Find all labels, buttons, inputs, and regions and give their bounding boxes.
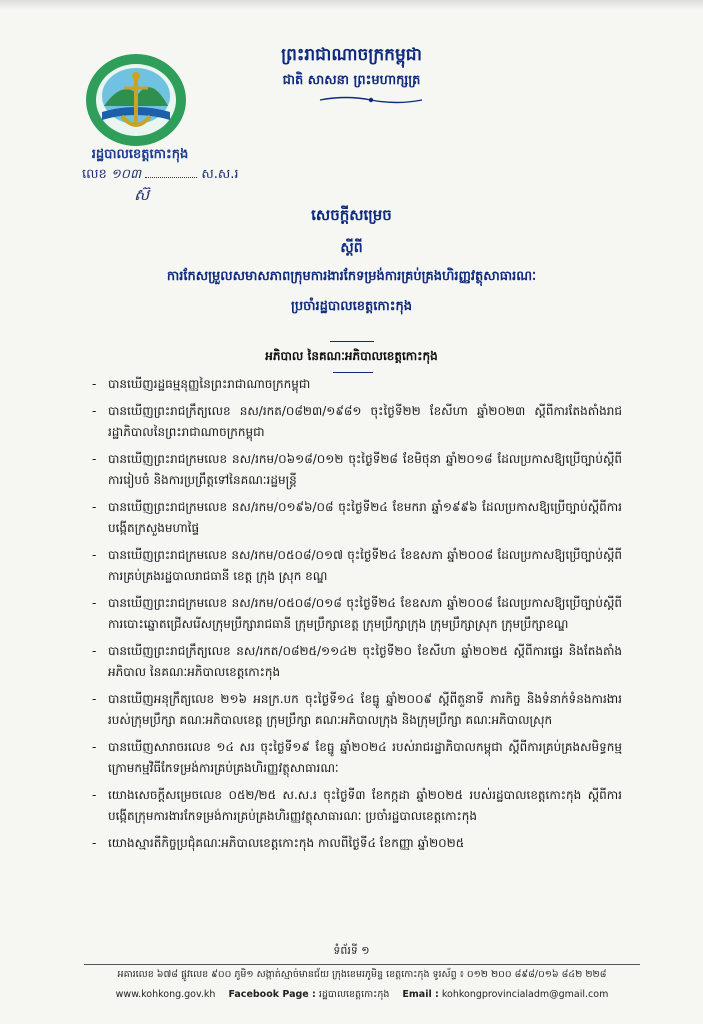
clause-text: បានឃើញព្រះរាជក្រឹត្យលេខ នស/រកត/០៨២៥/១១៤២ ចុះថ្ងៃទី២០ ខែសីហា ឆ្នាំ២០២៥ ស្តីពីការផ្ទេរ និងតែងតាំងអភិបាល នៃគណៈអភិបាលខេត្តកោះកុង bbox=[108, 643, 622, 679]
clause-text: បានឃើញអនុក្រឹត្យលេខ ២១៦ អនក្រ.បក ចុះថ្ងៃទី១៤ ខែធ្នូ ឆ្នាំ២០០៩ ស្តីពីតួនាទី ភារកិច្ច និងទំនាក់ទំនងការងាររបស់ក្រុមប្រឹក្សា គណៈអភិបាលខេត្ត ក្រុមប្រឹក្សា គណៈអភិបាលក្រុង និងក្រុមប្រឹក្សា គណៈអភិបាលស្រុក bbox=[108, 691, 622, 727]
clause-text: បានឃើញព្រះរាជក្រមលេខ នស/រកម/០៦១៨/០១២ ចុះថ្ងៃទី២៨ ខែមិថុនា ឆ្នាំ២០១៨ ដែលប្រកាសឱ្យប្រើច្បាប់ស្តីពីការរៀបចំ និងការប្រព្រឹត្តទៅនៃគណៈរដ្ឋមន្ត្រី bbox=[108, 451, 622, 487]
subject-line-1: ការកែសម្រួលសមាសភាពក្រុមការងារកែទម្រង់ការគ្រប់គ្រងហិរញ្ញវត្ថុសាធារណៈ bbox=[166, 269, 537, 284]
clause-text: យោងសេចក្តីសម្រេចលេខ ០៥២/២៥ ស.ស.រ ចុះថ្ងៃទី៣ ខែកក្កដា ឆ្នាំ២០២៥ របស់រដ្ឋបាលខេត្តកោះកុង ស្តីពីការបង្កើតក្រុមការងារកែទម្រង់ការគ្រប់គ្រងហិរញ្ញវត្ថុសាធារណៈ ប្រចាំរដ្ឋបាលខេត្តកោះកុង bbox=[108, 787, 622, 823]
title-divider bbox=[330, 341, 374, 342]
clause-text: បានឃើញព្រះរាជក្រមលេខ នស/រកម/០១៩៦/០៨ ចុះថ្ងៃទី២៤ ខែមករា ឆ្នាំ១៩៩៦ ដែលប្រកាសឱ្យប្រើច្បាប់ស្តីពីការបង្កើតក្រសួងមហាផ្ទៃ bbox=[108, 499, 622, 535]
list-item: - យោងសេចក្តីសម្រេចលេខ ០៥២/២៥ ស.ស.រ ចុះថ្ងៃទី៣ ខែកក្កដា ឆ្នាំ២០២៥ របស់រដ្ឋបាលខេត្តកោះកុង ស្តីពីការបង្កើតក្រុមការងារកែទម្រង់ការគ្រប់គ្រងហិរញ្ញវត្ថុសាធារណៈ ប្រចាំរដ្ឋបាលខេត្តកោះកុង bbox=[92, 787, 622, 823]
reference-suffix: ស.ស.រ bbox=[201, 167, 239, 182]
email-label: Email : bbox=[402, 989, 439, 1000]
about-label: ស្តីពី bbox=[340, 240, 363, 256]
facebook-label: Facebook Page : bbox=[228, 989, 316, 1000]
reference-number: ១០៣ bbox=[110, 167, 142, 182]
list-item: - បានឃើញព្រះរាជក្រឹត្យលេខ នស/រកត/០៨២៥/១១៤២ ចុះថ្ងៃទី២០ ខែសីហា ឆ្នាំ២០២៥ ស្តីពីការផ្ទេរ និងតែងតាំងអភិបាល នៃគណៈអភិបាលខេត្តកោះកុង bbox=[92, 643, 622, 679]
list-item: - បានឃើញសារាចរលេខ ១៤ សរ ចុះថ្ងៃទី១៩ ខែធ្នូ ឆ្នាំ២០២៤ របស់រាជរដ្ឋាភិបាលកម្ពុជា ស្តីពីការគ្រប់គ្រងសមិទ្ធកម្មក្រោមកម្មវិធីកែទម្រង់ការគ្រប់គ្រងហិរញ្ញវត្ថុសាធារណៈ bbox=[92, 739, 622, 775]
list-item: - បានឃើញព្រះរាជក្រឹត្យលេខ នស/រកត/០៨២៣/១៩៨១ ចុះថ្ងៃទី២២ ខែសីហា ឆ្នាំ២០២៣ ស្តីពីការតែងតាំងរាជរដ្ឋាភិបាលនៃព្រះរាជាណាចក្រកម្ពុជា bbox=[92, 403, 622, 439]
page-number: ទំព័រទី ១ bbox=[333, 944, 370, 957]
clause-text: បានឃើញរដ្ឋធម្មនុញ្ញនៃព្រះរាជាណាចក្រកម្ពុជា bbox=[108, 377, 311, 391]
facebook-page-link[interactable]: រដ្ឋបាលខេត្តកោះកុង bbox=[318, 989, 390, 1000]
issuing-authority: អភិបាល នៃគណៈអភិបាលខេត្តកោះកុង bbox=[265, 349, 438, 363]
reference-blank bbox=[145, 177, 197, 178]
ornament-divider-icon bbox=[316, 95, 426, 105]
clause-text: យោងស្មារតីកិច្ចប្រជុំគណៈអភិបាលខេត្តកោះកុង កាលពីថ្ងៃទី៤ ខែកញ្ញា ឆ្នាំ២០២៥ bbox=[108, 835, 465, 850]
list-item: - បានឃើញរដ្ឋធម្មនុញ្ញនៃព្រះរាជាណាចក្រកម្ពុជា bbox=[92, 377, 311, 391]
clause-text: បានឃើញសារាចរលេខ ១៤ សរ ចុះថ្ងៃទី១៩ ខែធ្នូ ឆ្នាំ២០២៤ របស់រាជរដ្ឋាភិបាលកម្ពុជា ស្តីពីការគ្រប់គ្រងសមិទ្ធកម្មក្រោមកម្មវិធីកែទម្រង់ការគ្រប់គ្រងហិរញ្ញវត្ថុសាធារណៈ bbox=[108, 739, 622, 775]
reference-number-line bbox=[82, 166, 239, 185]
subject-line-2: ប្រចាំរដ្ឋបាលខេត្តកោះកុង bbox=[291, 299, 412, 314]
considerations-list bbox=[92, 374, 622, 859]
document-type-title: សេចក្តីសម្រេច bbox=[311, 206, 392, 224]
reference-prefix: លេខ bbox=[82, 167, 107, 182]
list-item: - យោងស្មារតីកិច្ចប្រជុំគណៈអភិបាលខេត្តកោះកុង កាលពីថ្ងៃទី៤ ខែកញ្ញា ឆ្នាំ២០២៥ bbox=[92, 835, 465, 850]
footer-address: អគារលេខ ៦៧៨ ផ្លូវលេខ ៩០០ ភូមិ១ សង្កាត់ស្មាច់មានជ័យ ក្រុងខេមរភូមិន្ទ ខេត្តកោះកុង ទូរស័ព្ទ ៖ ០១២ ២០០ ៨៩៨/០១៦ ៨៤២ ២២៨ bbox=[117, 969, 607, 980]
kingdom-heading: ព្រះរាជាណាចក្រកម្ពុជា bbox=[281, 45, 422, 65]
list-item: - បានឃើញអនុក្រឹត្យលេខ ២១៦ អនក្រ.បក ចុះថ្ងៃទី១៤ ខែធ្នូ ឆ្នាំ២០០៩ ស្តីពីតួនាទី ភារកិច្ច និងទំនាក់ទំនងការងាររបស់ក្រុមប្រឹក្សា គណៈអភិបាលខេត្ត ក្រុមប្រឹក្សា គណៈអភិបាលក្រុង និងក្រុមប្រឹក្សា គណៈអភិបាលស្រុក bbox=[92, 691, 622, 727]
list-item: - បានឃើញព្រះរាជក្រមលេខ នស/រកម/០៦១៨/០១២ ចុះថ្ងៃទី២៨ ខែមិថុនា ឆ្នាំ២០១៨ ដែលប្រកាសឱ្យប្រើច្បាប់ស្តីពីការរៀបចំ និងការប្រព្រឹត្តទៅនៃគណៈរដ្ឋមន្ត្រី bbox=[92, 451, 622, 487]
list-item: - បានឃើញព្រះរាជក្រមលេខ នស/រកម/០១៩៦/០៨ ចុះថ្ងៃទី២៤ ខែមករា ឆ្នាំ១៩៩៦ ដែលប្រកាសឱ្យប្រើច្បាប់ស្តីពីការបង្កើតក្រសួងមហាផ្ទៃ bbox=[92, 499, 622, 535]
email-link[interactable]: kohkongprovincialadm@gmail.com bbox=[441, 989, 609, 1000]
footer-contacts bbox=[84, 988, 640, 1002]
footer-divider bbox=[84, 964, 640, 965]
scan-edge-shadow bbox=[0, 0, 703, 10]
issuer-name: រដ្ឋបាលខេត្តកោះកុង bbox=[91, 147, 189, 162]
website-link[interactable]: www.kohkong.gov.kh bbox=[115, 989, 216, 1000]
national-motto: ជាតិ សាសនា ព្រះមហាក្សត្រ bbox=[282, 73, 421, 88]
handwritten-initial: ស៊ bbox=[134, 185, 150, 204]
clause-text: បានឃើញព្រះរាជក្រឹត្យលេខ នស/រកត/០៨២៣/១៩៨១ ចុះថ្ងៃទី២២ ខែសីហា ឆ្នាំ២០២៣ ស្តីពីការតែងតាំងរាជរដ្ឋាភិបាលនៃព្រះរាជាណាចក្រកម្ពុជា bbox=[108, 403, 622, 439]
list-item: - បានឃើញព្រះរាជក្រមលេខ នស/រកម/០៥០៨/០១៨ ចុះថ្ងៃទី២៤ ខែឧសភា ឆ្នាំ២០០៨ ដែលប្រកាសឱ្យប្រើច្បាប់ស្តីពីការបោះឆ្នោតជ្រើសរើសក្រុមប្រឹក្សារាជធានី ក្រុមប្រឹក្សាខេត្ត ក្រុមប្រឹក្សាក្រុង ក្រុមប្រឹក្សាស្រុក ក្រុមប្រឹក្សាខណ្ឌ bbox=[92, 595, 622, 631]
clause-text: បានឃើញព្រះរាជក្រមលេខ នស/រកម/០៥០៨/០១៧ ចុះថ្ងៃទី២៤ ខែឧសភា ឆ្នាំ២០០៨ ដែលប្រកាសឱ្យប្រើច្បាប់ស្តីពីការគ្រប់គ្រងរដ្ឋបាលរាជធានី ខេត្ត ក្រុង ស្រុក ខណ្ឌ bbox=[108, 547, 622, 583]
authority-divider bbox=[333, 372, 373, 373]
clause-text: បានឃើញព្រះរាជក្រមលេខ នស/រកម/០៥០៨/០១៨ ចុះថ្ងៃទី២៤ ខែឧសភា ឆ្នាំ២០០៨ ដែលប្រកាសឱ្យប្រើច្បាប់ស្តីពីការបោះឆ្នោតជ្រើសរើសក្រុមប្រឹក្សារាជធានី ក្រុមប្រឹក្សាខេត្ត ក្រុមប្រឹក្សាក្រុង ក្រុមប្រឹក្សាស្រុក ក្រុមប្រឹក្សាខណ្ឌ bbox=[108, 595, 622, 631]
list-item: - បានឃើញព្រះរាជក្រមលេខ នស/រកម/០៥០៨/០១៧ ចុះថ្ងៃទី២៤ ខែឧសភា ឆ្នាំ២០០៨ ដែលប្រកាសឱ្យប្រើច្បាប់ស្តីពីការគ្រប់គ្រងរដ្ឋបាលរាជធានី ខេត្ត ក្រុង ស្រុក ខណ្ឌ bbox=[92, 547, 622, 583]
